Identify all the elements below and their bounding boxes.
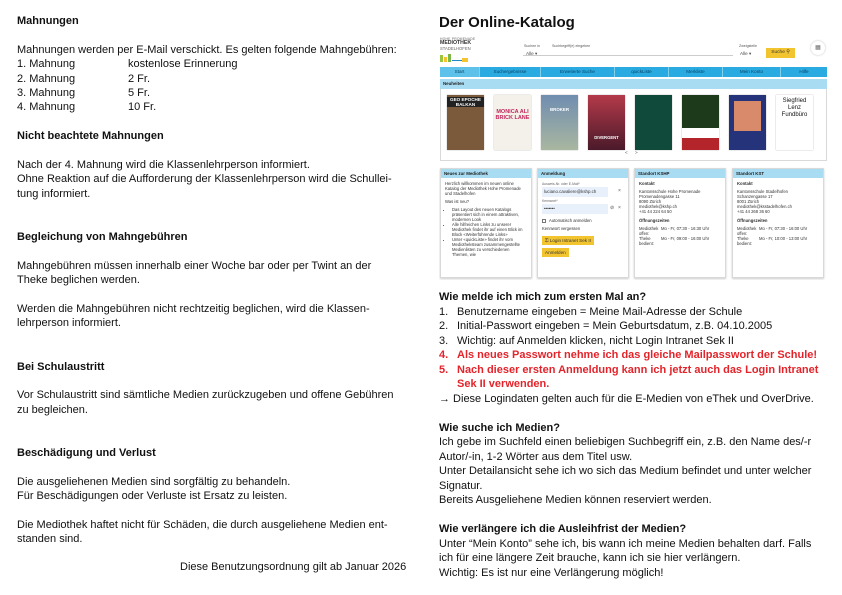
login-step-important bbox=[439, 348, 835, 363]
logo-line: MEDIOTHEK bbox=[440, 40, 472, 46]
text-line: Unter “Mein Konto” sehe ich, bis wann ich meine Medien behalten darf. Falls bbox=[439, 537, 812, 550]
heading-mahnungen: Mahnungen bbox=[17, 15, 79, 27]
book-title: DIVERGENT bbox=[594, 135, 619, 140]
step-text: Wichtig: auf Anmelden klicken, nicht Login Intranet Sek II bbox=[457, 334, 734, 347]
hours-value: Mo - Fr, 10:00 - 13:00 Uhr bbox=[759, 236, 808, 241]
text-line: tung informiert. bbox=[17, 187, 91, 200]
nav-quickliste[interactable]: quickListe bbox=[615, 67, 669, 77]
menu-icon[interactable]: ▦ bbox=[811, 41, 825, 55]
password-label: Kennwort* bbox=[542, 199, 558, 203]
logo-line: STADELHOFEN bbox=[440, 45, 471, 51]
hours-key: Theke bedient: bbox=[737, 236, 752, 246]
nav-merkliste[interactable]: Merkliste bbox=[669, 67, 723, 77]
search-in-value: Alle bbox=[526, 51, 534, 56]
fee-row bbox=[17, 100, 407, 114]
text-line: Für Beschädigungen oder Verluste ist Ersatz zu leisten. bbox=[17, 490, 288, 503]
auto-login-label: Automatisch anmelden bbox=[549, 218, 592, 223]
fee-amount: 5 Fr. bbox=[128, 87, 151, 100]
hours-row bbox=[737, 226, 819, 236]
address-line: Kantonsschule Hohe Promenade bbox=[639, 189, 701, 194]
logo-graphic-icon bbox=[440, 53, 468, 62]
hours-row bbox=[639, 236, 721, 246]
fee-table bbox=[17, 57, 407, 115]
text-line: Die ausgeliehenen Medien sind sorgfältig zu behandeln. bbox=[17, 475, 291, 488]
step-text: Nach dieser ersten Anmeldung kann ich jetzt auch das Login Intranet Sek II verwenden. bbox=[457, 363, 819, 390]
branch-select[interactable] bbox=[740, 51, 751, 57]
fee-level: 2. Mahnung bbox=[17, 72, 76, 85]
step-number: 3. bbox=[439, 334, 449, 347]
rules-column bbox=[17, 14, 407, 547]
heading-schulaustritt: Bei Schulaustritt bbox=[17, 360, 105, 373]
fee-row bbox=[17, 57, 407, 71]
email-link[interactable]: mediothek@kshp.ch bbox=[639, 204, 678, 209]
hours-heading: Öffnungszeiten bbox=[639, 218, 670, 223]
chevron-down-icon: ▾ bbox=[534, 51, 538, 56]
hours-value: Mo - Fr, 07:30 - 16:30 Uhr bbox=[661, 226, 710, 231]
catalog-screenshot bbox=[439, 36, 829, 280]
panel-heading: Standort KSHP bbox=[635, 169, 725, 178]
eye-slash-icon[interactable]: ⊘ bbox=[610, 205, 615, 211]
search-in-select[interactable] bbox=[526, 51, 537, 57]
heading-extend: Wie verlängere ich die Ausleihfrist der Medien? bbox=[439, 523, 687, 535]
text-line: ich für eine längere Zeit brauche, kann ich sie hier verlängern. bbox=[439, 552, 741, 564]
contact-heading: Kontakt bbox=[737, 181, 753, 186]
step-text: Als neues Passwort nehme ich das gleiche Mailpasswort der Schule! bbox=[457, 349, 818, 361]
step-number: 5. bbox=[439, 363, 449, 376]
book-title: BROKER bbox=[549, 107, 570, 112]
book-cover[interactable] bbox=[682, 95, 719, 150]
news-heading: Neuheiten bbox=[440, 79, 827, 89]
logo-line: HOHE PROMENADE bbox=[440, 37, 476, 41]
text-line: Vor Schulaustritt sind sämtliche Medien zurückzugeben und offene Gebühren bbox=[17, 389, 394, 402]
panel-heading: Standort KST bbox=[733, 169, 823, 178]
username-label: Ausweis-Nr. oder E-Mail* bbox=[542, 182, 580, 186]
mediothek-logo[interactable] bbox=[440, 37, 482, 62]
forgot-password-link[interactable]: Kennwort vergessen bbox=[542, 226, 581, 231]
book-cover[interactable] bbox=[447, 95, 484, 150]
text-line: Ohne Reaktion auf die Aufforderung der Klassenlehrperson wird die Schullei- bbox=[17, 173, 392, 186]
hours-key: Mediothek offen: bbox=[639, 226, 659, 236]
catalog-nav bbox=[440, 67, 827, 77]
heading-verlust: Beschädigung und Verlust bbox=[17, 447, 156, 460]
section-title: Der Online-Katalog bbox=[439, 14, 575, 31]
nav-suchergebnisse[interactable]: Suchergebnisse bbox=[480, 67, 541, 77]
heading-search-help: Wie suche ich Medien? bbox=[439, 421, 560, 434]
nav-mein-konto[interactable]: Mein Konto bbox=[723, 67, 781, 77]
chevron-down-icon: ▾ bbox=[748, 51, 752, 56]
book-title: GEO EPOCHE BALKAN bbox=[447, 97, 484, 107]
address-line: Promenadengasse 11 bbox=[639, 194, 680, 199]
book-cover[interactable] bbox=[494, 95, 531, 150]
heading-begleichung: Begleichung von Mahngebühren bbox=[17, 231, 188, 244]
contact-heading: Kontakt bbox=[639, 181, 655, 186]
nav-hilfe[interactable]: Hilfe bbox=[799, 69, 809, 74]
hours-row bbox=[737, 236, 819, 246]
email-link[interactable]: mediothek@ksstadelhofen.ch bbox=[737, 204, 792, 209]
location-kshp-panel bbox=[634, 168, 726, 278]
login-steps bbox=[439, 305, 835, 392]
login-panel bbox=[537, 168, 629, 278]
step-text: Initial-Passwort eingeben = Mein Geburtsdatum, z.B. 04.10.2005 bbox=[457, 320, 773, 332]
news-bullet: • Alle hilfreichen Links zu unserer Mediothek findet ihr auf einen Blick im Block «Weiterführende Links» bbox=[452, 222, 527, 237]
book-cover[interactable] bbox=[776, 95, 813, 150]
whats-new: Was ist neu? bbox=[445, 199, 470, 204]
intranet-login-button[interactable] bbox=[542, 236, 594, 245]
text-line: Unter Detailansicht sehe ich wo sich das Medium befindet und unter welcher bbox=[439, 465, 812, 477]
text-line: Nach der 4. Mahnung wird die Klassenlehrperson informiert. bbox=[17, 159, 310, 172]
search-input-underline bbox=[523, 55, 733, 56]
book-title: Siegfried Lenz Fundbüro bbox=[781, 98, 808, 118]
location-kst-panel bbox=[732, 168, 824, 278]
auto-login-checkbox[interactable] bbox=[542, 218, 624, 223]
text-line: lehrperson informiert. bbox=[17, 317, 121, 330]
mahnungen-intro: Mahnungen werden per E-Mail verschickt. Es gelten folgende Mahngebühren: bbox=[17, 43, 397, 56]
step-number: 1. bbox=[439, 305, 449, 318]
fee-row bbox=[17, 86, 407, 100]
text-line: standen sind. bbox=[17, 533, 83, 546]
panel-heading: Anmeldung bbox=[538, 169, 628, 178]
news-bullet: • Das Layout des neuen Katalogs präsentiert sich in einem attraktiven, modernen Look bbox=[452, 207, 527, 222]
fee-row bbox=[17, 72, 407, 86]
fee-level: 4. Mahnung bbox=[17, 101, 76, 114]
login-note: → Diese Logindaten gelten auch für die E-Medien von eThek und OverDrive. bbox=[439, 392, 814, 405]
text-line: Ich gebe im Suchfeld einen beliebigen Suchbegriff ein, z.B. den Name des/-r bbox=[439, 436, 812, 448]
news-carousel bbox=[440, 89, 827, 161]
hours-row bbox=[639, 226, 721, 236]
heading-nicht-beachtet: Nicht beachtete Mahnungen bbox=[17, 130, 164, 143]
book-cover[interactable] bbox=[729, 95, 766, 150]
checkbox-box[interactable] bbox=[542, 219, 546, 223]
login-button[interactable]: Anmelden bbox=[542, 248, 569, 257]
hours-key: Theke bedient: bbox=[639, 236, 654, 246]
validity-note: Diese Benutzungsordnung gilt ab Januar 2026 bbox=[180, 561, 407, 573]
address-line: Schanzengasse 17 bbox=[737, 194, 773, 199]
key-icon: ⚿ bbox=[545, 238, 549, 243]
text-line: Die Mediothek haftet nicht für Schäden, die durch ausgeliehene Medien ent- bbox=[17, 519, 388, 532]
hours-value: Mo - Fr, 07:30 - 16:00 Uhr bbox=[759, 226, 808, 231]
address-line: Kantonsschule Stadelhofen bbox=[737, 189, 788, 194]
book-title: MONICA ALI BRICK LANE bbox=[495, 109, 530, 121]
password-field[interactable]: ••••••• bbox=[542, 204, 608, 214]
login-step-important bbox=[439, 363, 835, 392]
branch-value: Alle bbox=[740, 51, 748, 56]
text-line: Theke beglichen werden. bbox=[17, 274, 140, 287]
address-line: 8001 Zürich bbox=[737, 199, 760, 204]
clear-icon[interactable]: × bbox=[618, 188, 621, 194]
nav-start[interactable]: Start bbox=[440, 67, 480, 77]
fee-amount: 10 Fr. bbox=[128, 101, 157, 114]
text-line: Signatur. bbox=[439, 479, 483, 492]
carousel-arrows[interactable]: < > bbox=[625, 150, 641, 155]
branch-label: Zweigstelle bbox=[739, 44, 757, 48]
news-bullet: • Unter «quickListe» findet ihr vom Mediotheksteam zusammengestellte Medienlisten zu verschiedenen Themen, wie bbox=[452, 237, 527, 257]
search-button-label: Suche bbox=[771, 50, 785, 55]
login-step bbox=[439, 319, 835, 334]
text-line: Autor/-in, 1-2 Wörter aus dem Titel usw. bbox=[439, 450, 633, 463]
text-line: Bereits Ausgeliehene Medien können reserviert werden. bbox=[439, 494, 712, 506]
search-icon: ⚲ bbox=[786, 50, 790, 55]
hours-key: Mediothek offen: bbox=[737, 226, 757, 236]
fee-level: 3. Mahnung bbox=[17, 87, 76, 100]
fee-amount: kostenlose Erinnerung bbox=[128, 58, 238, 71]
fee-level: 1. Mahnung bbox=[17, 58, 76, 71]
search-input[interactable]: Suchbegriff(e) eingeben bbox=[552, 44, 591, 48]
address-line: 8090 Zürich bbox=[639, 199, 662, 204]
text-line: Wichtig: Es ist nur eine Verlängerung möglich! bbox=[439, 566, 664, 579]
intranet-login-label: Login Intranet Sek II bbox=[549, 238, 591, 243]
text-line: Mahngebühren müssen innerhalb einer Woche bar oder per Twint an der bbox=[17, 259, 372, 272]
text-line: Werden die Mahngebühren nicht rechtzeitig beglichen, wird die Klassen- bbox=[17, 303, 370, 316]
search-button[interactable] bbox=[766, 48, 795, 58]
hours-value: Mo - Fr, 09:00 - 16:00 Uhr bbox=[661, 236, 710, 241]
text-line: zu begleichen. bbox=[17, 403, 88, 416]
clear-icon[interactable]: × bbox=[618, 205, 621, 211]
heading-first-login: Wie melde ich mich zum ersten Mal an? bbox=[439, 291, 647, 303]
step-number: 2. bbox=[439, 320, 449, 332]
hours-heading: Öffnungszeiten bbox=[737, 218, 768, 223]
step-number: 4. bbox=[439, 349, 449, 361]
username-field[interactable]: luciano.cavaliere@kshp.ch bbox=[542, 187, 608, 197]
login-step bbox=[439, 334, 835, 349]
instructions bbox=[439, 290, 835, 580]
book-art bbox=[734, 101, 761, 131]
phone-number: +41 44 224 64 50 bbox=[639, 209, 672, 214]
book-cover[interactable] bbox=[541, 95, 578, 150]
fee-amount: 2 Fr. bbox=[128, 72, 151, 85]
phone-number: +41 44 268 36 60 bbox=[737, 209, 770, 214]
welcome-text: Herzlich willkommen im neuen online Katalog der Mediothek Hohe Promenade und Stadelhofen bbox=[445, 181, 521, 196]
book-cover[interactable] bbox=[635, 95, 672, 150]
book-cover[interactable] bbox=[588, 95, 625, 150]
search-in-label: Suchen in bbox=[524, 44, 540, 48]
step-text: Benutzername eingeben = Meine Mail-Adresse der Schule bbox=[457, 305, 743, 318]
news-panel bbox=[440, 168, 532, 278]
panel-heading: Neues zur Mediothek bbox=[441, 169, 531, 178]
login-step bbox=[439, 305, 835, 320]
nav-erweiterte-suche[interactable]: Erweiterte Suche bbox=[541, 67, 615, 77]
